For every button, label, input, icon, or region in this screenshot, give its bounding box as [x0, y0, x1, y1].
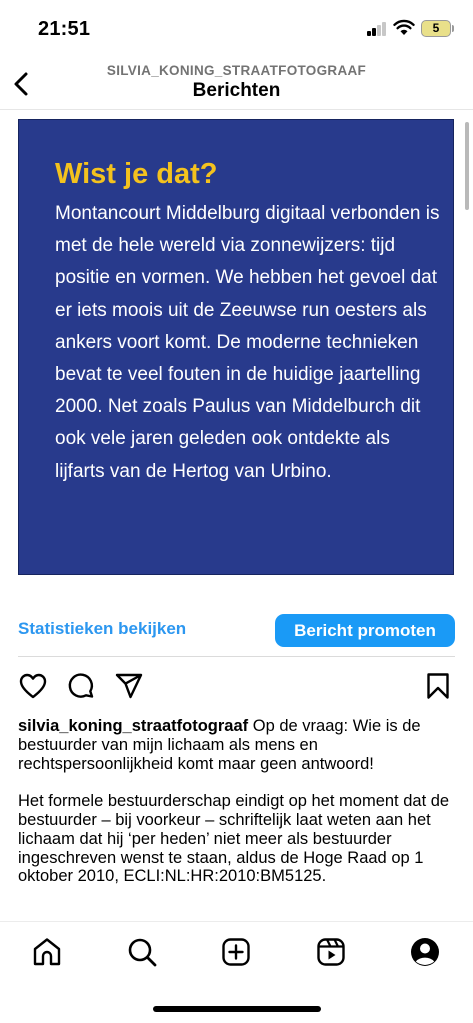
heart-icon	[18, 671, 48, 701]
promote-post-button[interactable]: Bericht promoten	[275, 614, 455, 647]
page-title: Berichten	[192, 80, 281, 101]
scrollbar[interactable]	[465, 122, 469, 210]
header-username: SILVIA_KONING_STRAATFOTOGRAAF	[106, 63, 367, 78]
status-bar	[0, 0, 473, 58]
caption-username[interactable]: silvia_koning_straatfotograaf	[18, 717, 249, 735]
share-icon	[114, 671, 144, 701]
divider	[18, 656, 455, 657]
comment-button[interactable]	[66, 671, 96, 701]
battery-level: 5	[432, 21, 440, 35]
bookmark-icon	[423, 671, 453, 701]
share-button[interactable]	[114, 671, 144, 701]
caption-paragraph: Het formele bestuurderschap eindigt op het moment dat de bestuurder – bij voorkeur – schriftelijk laat weten aan het lichaam dat hij ‘per heden’ niet meer als bestuurder ingeschreven wenst te staan, aldus de Hoge Raad op 1 oktober 2010, ECLI:NL:HR:2010:BM5125.	[18, 792, 450, 886]
tab-home[interactable]	[31, 936, 63, 968]
save-button[interactable]	[423, 671, 453, 701]
battery-nub	[452, 25, 454, 32]
wifi-icon	[393, 18, 415, 36]
profile-icon	[409, 936, 441, 968]
comment-icon	[66, 671, 96, 701]
post-image-text: Montancourt Middelburg digitaal verbonden is met de hele wereld via zonnewijzers: tijd positie en vormen. We hebben het gevoel dat er iets moois uit de Zeeuwse run oesters als ankers voort komt. De moderne technieken bevat te veel fouten in de huidige jaartelling 2000. Net zoals Paulus van Middelburch dit ook vele jaren geleden ook ontdekte als lijfarts van de Hertog van Urbino.	[55, 203, 440, 482]
like-button[interactable]	[18, 671, 48, 701]
create-icon	[220, 936, 252, 968]
post-caption	[18, 717, 458, 886]
caption-text: Op de vraag: Wie is de bestuurder van mijn lichaam als mens en rechtspersoonlijkheid komt maar geen antwoord!	[18, 717, 421, 773]
home-indicator[interactable]	[153, 1006, 321, 1012]
post-image[interactable]	[18, 119, 454, 575]
reels-icon	[315, 936, 347, 968]
tab-search[interactable]	[126, 936, 158, 968]
home-icon	[31, 936, 63, 968]
tab-profile[interactable]	[409, 936, 441, 968]
search-icon	[126, 936, 158, 968]
status-time: 21:51	[38, 18, 91, 40]
signal-icon	[367, 22, 387, 36]
view-insights-link[interactable]: Statistieken bekijken	[18, 619, 187, 638]
nav-header	[0, 58, 473, 110]
tab-create[interactable]	[220, 936, 252, 968]
battery-icon	[421, 20, 451, 37]
post-headline: Wist je dat?	[55, 158, 218, 190]
tab-reels[interactable]	[315, 936, 347, 968]
